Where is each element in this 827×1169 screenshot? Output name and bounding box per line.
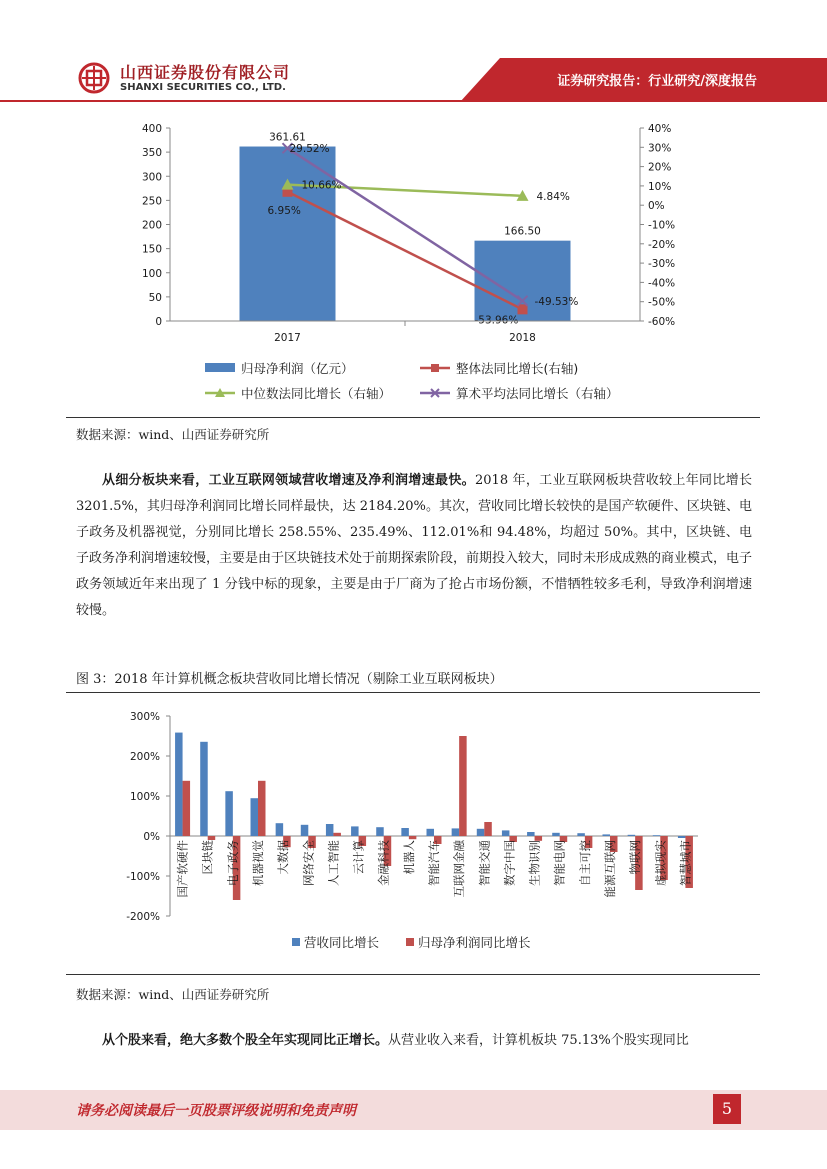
chart2-source: 数据来源：wind、山西证券研究所 (76, 987, 270, 1002)
left-tick-label: 100 (141, 267, 162, 280)
analysis-paragraph (76, 468, 752, 624)
figure-top-divider (66, 692, 760, 693)
profit-growth-bar (409, 836, 417, 839)
line-data-label: 29.52% (289, 143, 330, 156)
category-label: 大数据 (276, 840, 291, 875)
y-tick-label: 0% (143, 831, 160, 843)
category-label: 虚拟现实 (653, 840, 668, 886)
profit-growth-bar (208, 836, 216, 840)
paragraph-lead: 从细分板块来看，工业互联网领域营收增速及净利润增速最快。 (102, 473, 475, 488)
category-label: 网络安全 (301, 840, 316, 886)
paragraph-body: 2018 年，工业互联网板块营收较上年同比增长 3201.5%，其归母净利润同比增长同样最快，达 2184.20%。其次，营收同比增长较快的是国产软硬件、区块链、电子政务及机器视觉，分别同比增长 258.55%、235.49%、112.01%和 94.48%，均超过 50%。其中，区块链、电子政务净利润增速较慢，主要是由于区块链技术处于前期探索阶段，前期投入较大，同时未形成成熟的商业模式，电子政务领域近年来出现了 1 分钱中标的现象，主要是由于厂商为了抢占市场份额，不惜牺牲较多毛利，导致净利润增速较慢。 (76, 473, 753, 618)
report-type: 证券研究报告：行业研究/深度报告 (557, 74, 757, 89)
right-tick-label: -30% (648, 258, 676, 271)
paragraph-lead-2: 从个股来看，绝大多数个股全年实现同比正增长。 (102, 1033, 389, 1048)
revenue-growth-bar (251, 798, 259, 836)
category-label: 智能电网 (552, 840, 567, 886)
category-label: 能源互联网 (603, 840, 617, 898)
y-tick-label: 200% (129, 751, 160, 763)
legend-label: 算术平均法同比增长（右轴） (456, 386, 619, 401)
revenue-growth-bar (401, 828, 409, 836)
revenue-growth-bar (603, 834, 611, 836)
category-label: 区块链 (200, 840, 215, 875)
left-tick-label: 200 (141, 219, 162, 232)
category-label: 智慧城市 (678, 840, 693, 886)
line-marker-square (518, 304, 528, 314)
source-divider-2 (66, 974, 760, 975)
legend-swatch-bar (205, 363, 235, 372)
chart1-source: 数据来源：wind、山西证券研究所 (76, 427, 270, 442)
figure-title: 图 3：2018 年计算机概念板块营收同比增长情况（剔除工业互联网板块） (76, 672, 503, 687)
revenue-growth-bar (276, 823, 284, 836)
revenue-growth-bar (628, 835, 636, 836)
revenue-growth-bar (577, 833, 585, 836)
y-tick-label: 300% (129, 711, 160, 723)
category-label: 自主可控 (577, 840, 592, 886)
category-label: 数字中国 (502, 840, 517, 886)
left-tick-label: 150 (141, 243, 162, 256)
category-label: 国产软硬件 (175, 840, 190, 898)
revenue-growth-bar (678, 836, 686, 838)
profit-growth-chart (110, 118, 710, 413)
category-label: 机器人 (401, 840, 416, 875)
category-label: 云计算 (351, 840, 366, 875)
legend-label: 营收同比增长 (304, 935, 380, 950)
profit-bar (240, 147, 336, 321)
revenue-growth-bar (200, 742, 208, 836)
company-name-cn: 山西证券股份有限公司 (120, 63, 291, 82)
revenue-growth-bar (301, 825, 309, 836)
company-name-en: SHANXI SECURITIES CO., LTD. (120, 82, 286, 93)
right-tick-label: -10% (648, 219, 676, 232)
company-logo-icon (78, 62, 110, 94)
x-tick-label: 2017 (274, 332, 301, 344)
line-data-label: 6.95% (267, 204, 301, 217)
revenue-growth-bar (427, 829, 435, 836)
profit-growth-bar (459, 736, 467, 836)
disclaimer-text: 请务必阅读最后一页股票评级说明和免责声明 (76, 1103, 356, 1119)
y-tick-label: -100% (126, 871, 160, 883)
right-tick-label: 10% (648, 180, 672, 193)
analysis-paragraph-2 (76, 1028, 752, 1054)
right-tick-label: -60% (648, 316, 676, 328)
category-label: 互联网金融 (452, 840, 467, 898)
revenue-growth-bar (326, 824, 334, 836)
category-label: 金融科技 (376, 840, 391, 886)
right-tick-label: 0% (648, 200, 665, 213)
category-label: 生物识别 (527, 840, 542, 886)
legend-marker-square (431, 364, 439, 372)
legend-label: 整体法同比增长(右轴) (456, 361, 579, 376)
revenue-growth-bar (452, 828, 460, 836)
profit-bar-label: 361.61 (269, 131, 306, 144)
category-label: 机器视觉 (251, 840, 265, 886)
line-data-label: 4.84% (536, 190, 570, 203)
right-tick-label: 20% (648, 161, 672, 174)
line-data-label: -53.96% (474, 314, 519, 327)
legend-label: 归母净利润同比增长 (418, 935, 531, 950)
y-tick-label: -200% (126, 911, 160, 923)
revenue-growth-bar (376, 827, 384, 836)
right-tick-label: 30% (648, 142, 672, 155)
profit-bar-label: 166.50 (504, 225, 541, 238)
profit-growth-bar (333, 833, 341, 836)
y-tick-label: 100% (129, 791, 160, 803)
category-label: 电子政务 (225, 840, 240, 886)
category-label: 人工智能 (326, 840, 341, 886)
header-divider (0, 100, 827, 102)
category-label: 物联网 (628, 840, 643, 875)
right-tick-label: -20% (648, 238, 676, 251)
x-tick-label: 2018 (509, 332, 536, 344)
revenue-growth-bar (477, 829, 485, 836)
line-data-label: -49.53% (534, 295, 579, 308)
revenue-growth-bar (527, 832, 535, 836)
legend-swatch (406, 938, 414, 946)
line-data-label: 10.66% (301, 179, 342, 192)
source-divider (66, 417, 760, 418)
legend-swatch (292, 938, 300, 946)
legend-label: 归母净利润（亿元） (241, 361, 354, 376)
profit-growth-bar (258, 781, 266, 836)
right-tick-label: -40% (648, 277, 676, 290)
paragraph-body-2: 从营业收入来看，计算机板块 75.13%个股实现同比 (388, 1033, 689, 1048)
right-tick-label: 40% (648, 123, 672, 135)
left-tick-label: 300 (141, 171, 162, 184)
revenue-growth-bar (175, 733, 183, 836)
left-tick-label: 250 (141, 195, 162, 208)
revenue-growth-bar (552, 833, 560, 836)
profit-growth-bar (183, 781, 191, 836)
revenue-growth-bar (502, 830, 510, 836)
category-label: 智能汽车 (427, 840, 441, 886)
left-tick-label: 400 (141, 123, 162, 135)
page-number: 5 (713, 1094, 741, 1124)
revenue-growth-bar (351, 826, 359, 836)
left-tick-label: 0 (155, 316, 162, 328)
profit-growth-bar (484, 822, 492, 836)
category-label: 智能交通 (477, 840, 492, 886)
revenue-growth-bar (225, 791, 233, 836)
left-tick-label: 350 (141, 147, 162, 160)
right-tick-label: -50% (648, 296, 676, 309)
left-tick-label: 50 (148, 291, 162, 304)
revenue-growth-bar (653, 835, 661, 836)
revenue-growth-chart (110, 700, 710, 965)
legend-label: 中位数法同比增长（右轴） (241, 386, 392, 401)
